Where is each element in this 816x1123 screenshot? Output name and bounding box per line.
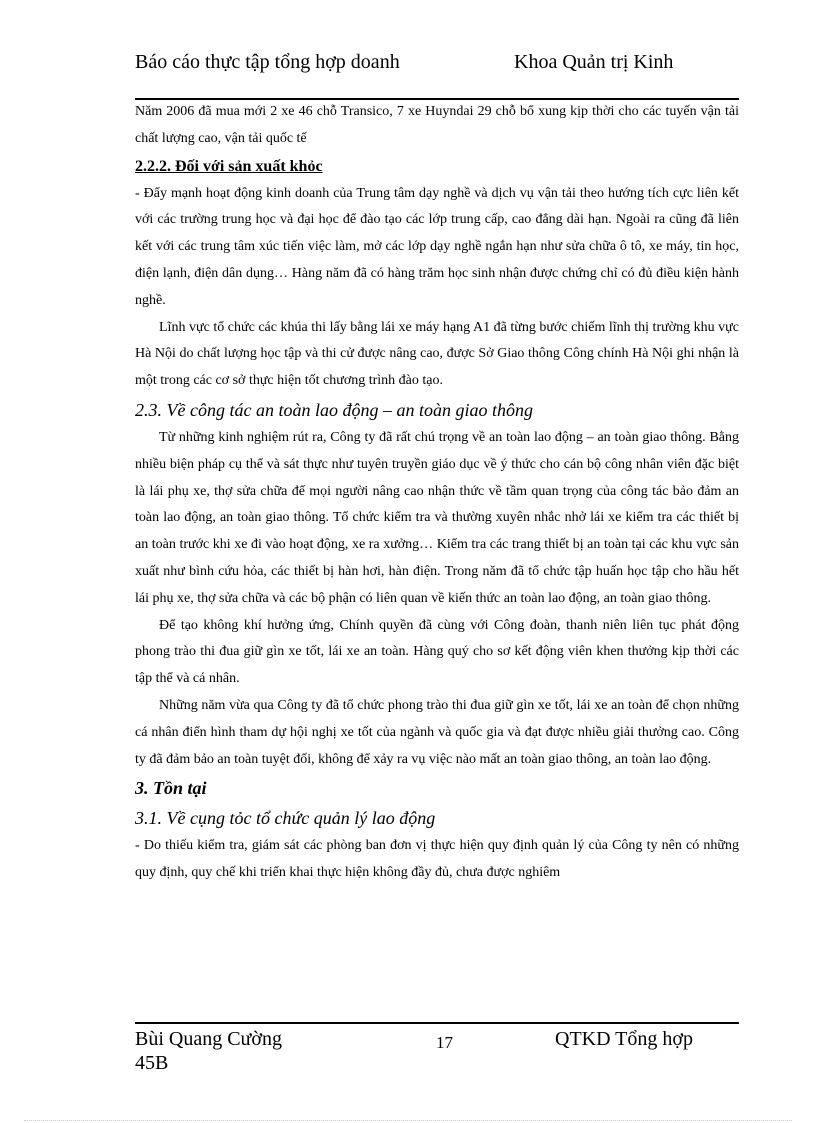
paragraph: - Do thiếu kiểm tra, giám sát các phòng ban đơn vị thực hiện quy định quản lý của Công ty nên có những quy định, quy chế khi triển khai thực hiện không đầy đủ, chưa được nghiêm [135, 838, 739, 881]
footer-rule [135, 1022, 739, 1024]
footer-right: QTKD Tổng hợp [555, 1028, 693, 1050]
page-number: 17 [436, 1033, 453, 1052]
section-heading: 2.3. Về công tác an toàn lao động – an toàn giao thông [135, 399, 533, 420]
page-body [135, 99, 739, 887]
section-heading: 2.2.2. Đối với sản xuất khỏc [135, 157, 323, 175]
header-right: Khoa Quản trị Kinh [514, 51, 674, 73]
section-heading: 3.1. Về cụng tỏc tổ chức quản lý lao động [135, 808, 436, 829]
footer-left: Bùi Quang Cường 45B [135, 1028, 282, 1074]
page-edge [24, 1120, 792, 1121]
section-heading: 3. Tồn tại [135, 778, 207, 799]
paragraph: - Đẩy mạnh hoạt động kinh doanh của Trung tâm dạy nghề và dịch vụ vận tải theo hướng tích cực liên kết với các trường trung học và đại học để đào tạo các lớp trung cấp, cao đẳng dài hạn. Ngoài ra cũng đã liên kết với các trung tâm xúc tiến việc làm, mở các lớp dạy nghề ngắn hạn như sửa chữa ô tô, xe máy, tin học, điện lạnh, điện dân dụng… Hàng năm đã có hàng trăm học sinh nhận được chứng chỉ có đủ điều kiện hành nghề. [135, 185, 739, 308]
paragraph: Những năm vừa qua Công ty đã tổ chức phong trào thi đua giữ gìn xe tốt, lái xe an toàn để chọn những cá nhân điển hình tham dự hội nghị xe tốt của ngành và quốc gia và đạt được nhiều giải thưởng cao. Công ty đã đảm bảo an toàn tuyệt đối, không để xảy ra vụ việc nào mất an toàn giao thông, an toàn lao động. [135, 697, 739, 767]
paragraph: Năm 2006 đã mua mới 2 xe 46 chỗ Transico, 7 xe Huyndai 29 chỗ bổ xung kịp thời cho các tuyến vận tải chất lượng cao, vận tải quốc tế [135, 104, 739, 146]
paragraph: Để tạo không khí hưởng ứng, Chính quyền đã cùng với Công đoàn, thanh niên liên tục phát động phong trào thi đua giữ gìn xe tốt, lái xe an toàn. Hàng quý cho sơ kết động viên khen thưởng kịp thời các tập thể và cá nhân. [135, 617, 739, 687]
header-left: Báo cáo thực tập tổng hợp doanh [135, 51, 400, 73]
paragraph: Lĩnh vực tổ chức các khúa thi lấy bằng lái xe máy hạng A1 đã từng bước chiếm lĩnh thị trường khu vực Hà Nội do chất lượng học tập và thi cử được nâng cao, được Sở Giao thông Công chính Hà Nội ghi nhận là một trong các cơ sở thực hiện tốt chương trình đào tạo. [135, 319, 739, 389]
paragraph: Từ những kinh nghiệm rút ra, Công ty đã rất chú trọng về an toàn lao động – an toàn giao thông. Bằng nhiều biện pháp cụ thể và sát thực như tuyên truyền giáo dục về ý thức cho cán bộ công nhân viên đặc biệt là lái phụ xe, thợ sửa chữa để mọi người nâng cao nhận thức về tầm quan trọng của công tác bảo đảm an toàn lao động, an toàn giao thông. Tổ chức kiểm tra và thường xuyên nhắc nhở lái xe kiểm tra các thiết bị an toàn trước khi xe đi vào hoạt động, xe ra xưởng… Kiểm tra các trang thiết bị an toàn tại các khu vực sản xuất như bình cứu hỏa, các thiết bị hàn hơi, hàn điện. Trong năm đã tổ chức tập huấn học tập cho hầu hết lái phụ xe, thợ sửa chữa và các bộ phận có liên quan về kiến thức an toàn lao động, an toàn giao thông. [135, 429, 739, 606]
